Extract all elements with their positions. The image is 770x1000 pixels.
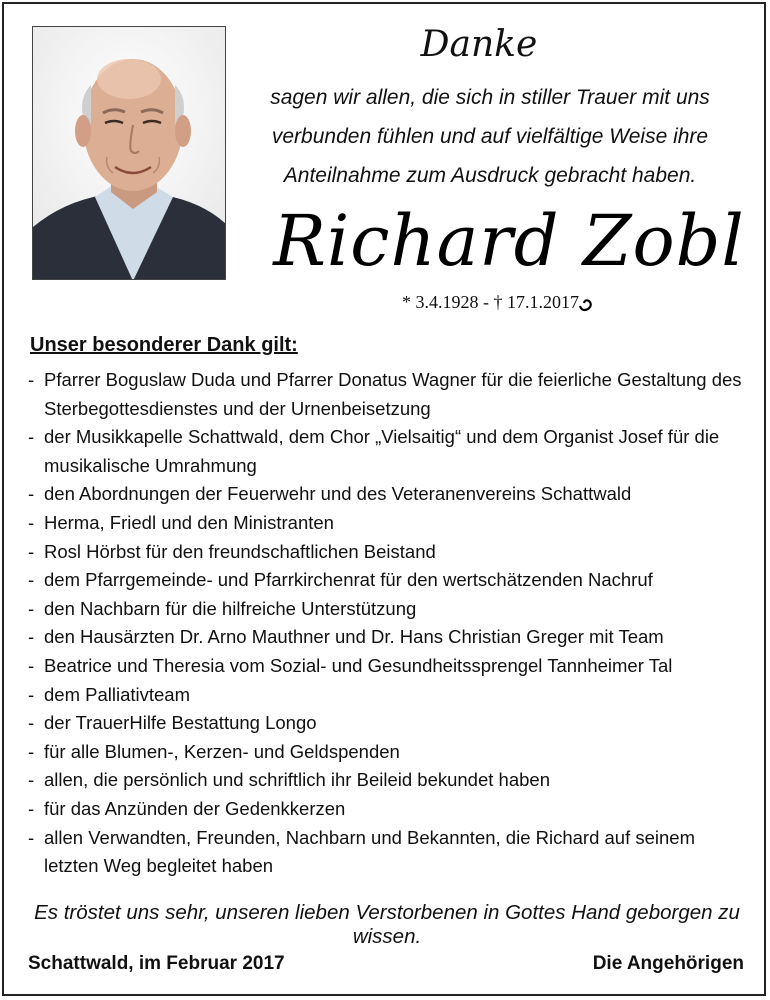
dash-bullet: - <box>28 597 35 619</box>
list-item <box>28 366 748 423</box>
list-item <box>28 824 748 881</box>
dash-bullet: - <box>28 369 35 390</box>
list-item-text: Rosl Hörbst für den freundschaftlichen Beistand <box>44 540 436 562</box>
signature-relatives: Die Angehörigen <box>592 953 744 974</box>
dash-bullet: - <box>28 540 35 562</box>
list-item <box>28 566 748 595</box>
list-item-text: Pfarrer Boguslaw Duda und Pfarrer Donatus Wagner für die feierliche Gestaltung des Sterbegottesdienstes und der Urnenbeisetzung <box>44 369 742 419</box>
list-item <box>28 623 748 652</box>
danke-heading: Danke <box>420 24 538 65</box>
list-item <box>28 480 748 509</box>
dash-bullet: - <box>28 426 35 448</box>
list-item-text: den Hausärzten Dr. Arno Mauthner und Dr. Hans Christian Greger mit Team <box>44 626 664 648</box>
dash-bullet: - <box>28 654 35 676</box>
list-item-text: der Musikkapelle Schattwald, dem Chor „Vielsaitig“ und dem Organist Josef für die musikalische Umrahmung <box>44 426 720 476</box>
portrait-photo <box>32 26 226 280</box>
deceased-name: Richard Zobl <box>273 200 745 282</box>
place-and-date: Schattwald, im Februar 2017 <box>28 953 285 974</box>
dash-bullet: - <box>28 569 35 591</box>
dash-bullet: - <box>28 769 35 791</box>
list-item <box>28 738 748 767</box>
list-item <box>28 795 748 824</box>
list-item <box>28 652 748 681</box>
dash-bullet: - <box>28 683 35 705</box>
dash-bullet: - <box>28 626 35 648</box>
dash-bullet: - <box>28 511 35 533</box>
list-item-text: allen, die persönlich und schriftlich ihr Beileid bekundet haben <box>44 769 550 791</box>
list-item-text: den Nachbarn für die hilfreiche Unterstützung <box>44 597 417 619</box>
list-item <box>28 595 748 624</box>
list-item-text: allen Verwandten, Freunden, Nachbarn und Bekannten, die Richard auf seinem letzten Weg begleitet haben <box>44 826 696 877</box>
list-item <box>28 423 748 480</box>
dash-bullet: - <box>28 826 35 848</box>
list-item-text: den Abordnungen der Feuerwehr und des Veteranenvereins Schattwald <box>44 483 632 505</box>
list-item <box>28 681 748 710</box>
list-item-text: für das Anzünden der Gedenkkerzen <box>44 797 346 819</box>
intro-line: sagen wir allen, die sich in stiller Trauer mit uns <box>270 86 710 109</box>
list-item-text: für alle Blumen-, Kerzen- und Geldspenden <box>44 740 400 762</box>
list-item <box>28 766 748 795</box>
life-dates: * 3.4.1928 - † 17.1.2017 <box>402 292 579 312</box>
list-item-text: Herma, Friedl und den Ministranten <box>44 511 334 533</box>
special-thanks-heading: Unser besonderer Dank gilt: <box>30 334 298 356</box>
intro-line: Anteilnahme zum Ausdruck gebracht haben. <box>283 164 697 187</box>
list-item <box>28 538 748 567</box>
portrait-image <box>33 27 226 280</box>
swash-ornament-icon <box>576 294 596 314</box>
dash-bullet: - <box>28 797 35 819</box>
thanks-intro <box>266 78 714 195</box>
closing-sentence: Es tröstet uns sehr, unseren lieben Verstorbenen in Gottes Hand geborgen zu wissen. <box>34 901 740 948</box>
list-item <box>28 509 748 538</box>
dash-bullet: - <box>28 740 35 762</box>
list-item-text: dem Palliativteam <box>44 683 191 705</box>
obituary-card <box>2 2 766 996</box>
dash-bullet: - <box>28 712 35 734</box>
list-item <box>28 709 748 738</box>
list-item-text: der TrauerHilfe Bestattung Longo <box>44 712 317 734</box>
dash-bullet: - <box>28 483 35 505</box>
intro-line: verbunden fühlen und auf vielfältige Weise ihre <box>271 125 709 148</box>
list-item-text: dem Pfarrgemeinde- und Pfarrkirchenrat für den wertschätzenden Nachruf <box>44 569 653 591</box>
thanks-list <box>28 366 748 881</box>
list-item-text: Beatrice und Theresia vom Sozial- und Gesundheitssprengel Tannheimer Tal <box>44 654 673 676</box>
